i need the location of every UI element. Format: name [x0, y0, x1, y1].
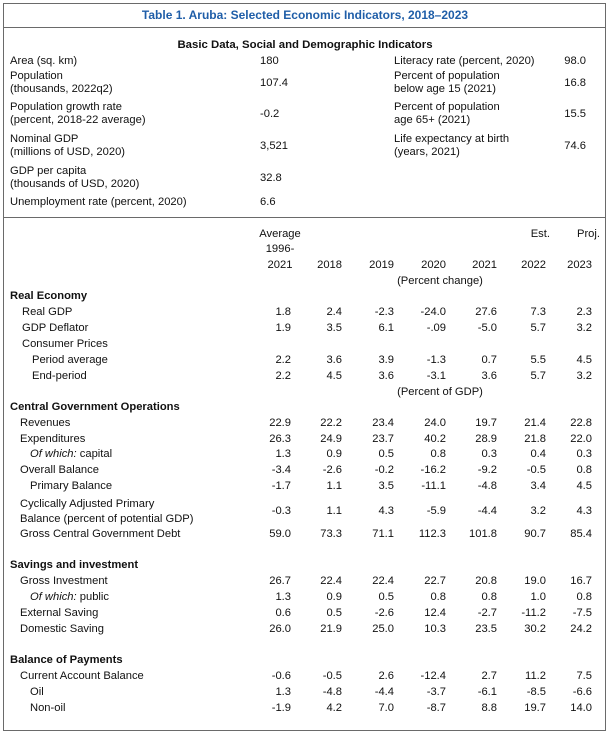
col-header-avg-2: 1996- — [265, 243, 295, 255]
cell-cgo-6-0: 59.0 — [269, 528, 291, 540]
cell-sav-1-6: 0.8 — [576, 591, 592, 603]
pop-growth-label: Population growth rate — [10, 101, 122, 113]
cell-sav-1-4: 0.8 — [481, 591, 497, 603]
cell-real-0-4: 27.6 — [475, 306, 497, 318]
cell-cgo-1-4: 28.9 — [475, 433, 497, 445]
row-label-cgo-4: Primary Balance — [30, 480, 113, 492]
cell-cgo-3-4: -9.2 — [477, 464, 497, 476]
cell-bop-2-3: -8.7 — [426, 702, 446, 714]
cell-cgo-0-2: 23.4 — [372, 417, 394, 429]
cell-sav-3-0: 26.0 — [269, 623, 291, 635]
cell-sav-0-1: 22.4 — [320, 575, 342, 587]
cell-cgo-0-5: 21.4 — [524, 417, 546, 429]
cell-cgo-3-6: 0.8 — [576, 464, 592, 476]
age-65-sublabel: age 65+ (2021) — [394, 114, 471, 126]
col-header-year-2021: 2021 — [472, 259, 497, 271]
cell-cgo-0-4: 19.7 — [475, 417, 497, 429]
cell-cgo-2-2: 0.5 — [378, 448, 394, 460]
cell-sav-3-1: 21.9 — [320, 623, 342, 635]
cell-sav-3-4: 23.5 — [475, 623, 497, 635]
cell-sav-1-2: 0.5 — [378, 591, 394, 603]
cell-sav-2-5: -11.2 — [521, 607, 546, 619]
cell-cgo-4-3: -11.1 — [421, 480, 446, 492]
area-label: Area (sq. km) — [10, 55, 78, 67]
row-label-sav-2: External Saving — [20, 607, 99, 619]
row-label-real-0: Real GDP — [22, 306, 73, 318]
cell-real-1-0: 1.9 — [275, 322, 291, 334]
cell-sav-1-3: 0.8 — [430, 591, 446, 603]
row-label-prefix: Of which: — [30, 591, 77, 603]
section-title-real: Real Economy — [10, 290, 88, 302]
col-header-est: Est. — [530, 228, 550, 240]
population-sublabel: (thousands, 2022q2) — [10, 83, 113, 95]
cell-bop-1-1: -4.8 — [322, 686, 342, 698]
cell-cgo-4-5: 3.4 — [530, 480, 546, 492]
section-title-sav: Savings and investment — [10, 559, 139, 571]
age-65-value: 15.5 — [564, 108, 586, 120]
pop-growth-value: -0.2 — [260, 108, 280, 120]
cell-bop-1-4: -6.1 — [477, 686, 497, 698]
row-label-cgo-6: Gross Central Government Debt — [20, 528, 181, 540]
cell-sav-3-5: 30.2 — [524, 623, 546, 635]
nominal-gdp-value: 3,521 — [260, 140, 288, 152]
cell-real-0-0: 1.8 — [275, 306, 291, 318]
cell-sav-3-2: 25.0 — [372, 623, 394, 635]
cell-real-1-4: -5.0 — [477, 322, 497, 334]
row-label-bop-1: Oil — [30, 686, 44, 698]
gdp-per-capita-sublabel: (thousands of USD, 2020) — [10, 178, 140, 190]
cell-cgo-3-1: -2.6 — [322, 464, 342, 476]
cell-bop-0-0: -0.6 — [271, 670, 291, 682]
life-expectancy-value: 74.6 — [564, 140, 586, 152]
cell-cgo-2-6: 0.3 — [576, 448, 592, 460]
cell-bop-2-1: 4.2 — [326, 702, 342, 714]
cell-real-0-6: 2.3 — [576, 306, 592, 318]
life-expectancy-sublabel: (years, 2021) — [394, 146, 460, 158]
unit-percent-of-gdp: (Percent of GDP) — [397, 386, 483, 398]
cell-cgo-5-2: 4.3 — [378, 505, 394, 517]
below-15-sublabel: below age 15 (2021) — [394, 83, 497, 95]
row-label-bop-0: Current Account Balance — [20, 670, 144, 682]
cell-bop-1-6: -6.6 — [572, 686, 592, 698]
table-title: Table 1. Aruba: Selected Economic Indicators, 2018–2023 — [141, 8, 469, 22]
cell-real-4-5: 5.7 — [530, 370, 546, 382]
col-header-avg-1: Average — [259, 228, 301, 240]
cell-bop-2-2: 7.0 — [378, 702, 394, 714]
cell-sav-1-1: 0.9 — [326, 591, 342, 603]
row-label-suffix: public — [76, 591, 109, 603]
cell-real-0-1: 2.4 — [326, 306, 342, 318]
cell-cgo-3-0: -3.4 — [271, 464, 291, 476]
cell-cgo-0-1: 22.2 — [320, 417, 342, 429]
row-label-real-2: Consumer Prices — [22, 338, 108, 350]
basic-data-heading: Basic Data, Social and Demographic Indicators — [177, 39, 433, 51]
cell-bop-2-4: 8.8 — [481, 702, 497, 714]
row-label-suffix: capital — [76, 448, 113, 460]
cell-real-0-3: -24.0 — [420, 306, 446, 318]
row-label-cgo-1: Expenditures — [20, 433, 86, 445]
cell-real-3-0: 2.2 — [275, 354, 291, 366]
cell-bop-0-1: -0.5 — [322, 670, 342, 682]
cell-sav-0-0: 26.7 — [269, 575, 291, 587]
cell-sav-0-4: 20.8 — [475, 575, 497, 587]
below-15-value: 16.8 — [564, 77, 586, 89]
nominal-gdp-sublabel: (millions of USD, 2020) — [10, 146, 126, 158]
cell-sav-2-0: 0.6 — [275, 607, 291, 619]
cell-real-4-6: 3.2 — [576, 370, 592, 382]
cell-cgo-5-5: 3.2 — [530, 505, 546, 517]
literacy-value: 98.0 — [564, 55, 586, 67]
row-label-cgo-0: Revenues — [20, 417, 71, 429]
title-divider — [3, 27, 606, 28]
cell-sav-1-5: 1.0 — [530, 591, 546, 603]
cell-sav-2-6: -7.5 — [572, 607, 592, 619]
cell-sav-3-3: 10.3 — [424, 623, 446, 635]
cell-real-3-4: 0.7 — [481, 354, 497, 366]
age-65-label: Percent of population — [394, 101, 500, 113]
cell-real-3-6: 4.5 — [576, 354, 592, 366]
cell-real-3-5: 5.5 — [530, 354, 546, 366]
cell-bop-1-5: -8.5 — [526, 686, 546, 698]
population-label: Population — [10, 70, 63, 82]
cell-sav-2-3: 12.4 — [424, 607, 446, 619]
cell-bop-2-6: 14.0 — [570, 702, 592, 714]
row-label-sav-0: Gross Investment — [20, 575, 108, 587]
cell-real-4-0: 2.2 — [275, 370, 291, 382]
cell-real-0-2: -2.3 — [374, 306, 394, 318]
cell-bop-1-2: -4.4 — [374, 686, 394, 698]
cell-bop-0-3: -12.4 — [420, 670, 446, 682]
cell-cgo-1-2: 23.7 — [372, 433, 394, 445]
col-header-year-2022: 2022 — [521, 259, 546, 271]
section-title-bop: Balance of Payments — [10, 654, 123, 666]
cell-cgo-5-1: 1.1 — [326, 505, 342, 517]
cell-cgo-6-6: 85.4 — [570, 528, 592, 540]
unit-percent-change: (Percent change) — [397, 275, 483, 287]
cell-cgo-5-0: -0.3 — [271, 505, 291, 517]
cell-cgo-1-5: 21.8 — [524, 433, 546, 445]
gdp-per-capita-value: 32.8 — [260, 172, 282, 184]
cell-sav-3-6: 24.2 — [570, 623, 592, 635]
cell-cgo-6-2: 71.1 — [372, 528, 394, 540]
col-header-year-2019: 2019 — [369, 259, 394, 271]
cell-cgo-4-2: 3.5 — [378, 480, 394, 492]
cell-real-4-3: -3.1 — [426, 370, 446, 382]
cell-cgo-1-0: 26.3 — [269, 433, 291, 445]
row-label-real-1: GDP Deflator — [22, 322, 89, 334]
cell-bop-0-2: 2.6 — [378, 670, 394, 682]
unemployment-label: Unemployment rate (percent, 2020) — [10, 196, 187, 208]
cell-cgo-3-5: -0.5 — [526, 464, 546, 476]
cell-sav-2-2: -2.6 — [374, 607, 394, 619]
cell-cgo-5-3: -5.9 — [426, 505, 446, 517]
literacy-label: Literacy rate (percent, 2020) — [394, 55, 535, 67]
cell-real-1-3: -.09 — [426, 322, 446, 334]
row-label-bop-2: Non-oil — [30, 702, 66, 714]
cell-cgo-6-3: 112.3 — [418, 528, 446, 540]
cell-sav-0-6: 16.7 — [570, 575, 592, 587]
section-title-cgo: Central Government Operations — [10, 401, 180, 413]
cell-cgo-0-0: 22.9 — [269, 417, 291, 429]
cell-real-3-3: -1.3 — [426, 354, 446, 366]
cell-bop-0-5: 11.2 — [525, 670, 546, 682]
row-label2-cgo-5: Balance (percent of potential GDP) — [20, 513, 194, 525]
cell-cgo-2-0: 1.3 — [275, 448, 291, 460]
cell-cgo-4-4: -4.8 — [477, 480, 497, 492]
cell-sav-0-2: 22.4 — [372, 575, 394, 587]
row-label-real-3: Period average — [32, 354, 108, 366]
row-label-prefix: Of which: — [30, 448, 77, 460]
cell-bop-1-0: 1.3 — [275, 686, 291, 698]
population-value: 107.4 — [260, 77, 288, 89]
cell-bop-2-0: -1.9 — [271, 702, 291, 714]
cell-cgo-3-3: -16.2 — [420, 464, 446, 476]
life-expectancy-label: Life expectancy at birth — [394, 133, 510, 145]
row-label-sav-1 — [30, 591, 109, 604]
row-label-cgo-5: Cyclically Adjusted Primary — [20, 498, 155, 510]
cell-cgo-2-3: 0.8 — [430, 448, 446, 460]
cell-real-1-1: 3.5 — [326, 322, 342, 334]
cell-cgo-3-2: -0.2 — [374, 464, 394, 476]
area-value: 180 — [260, 55, 279, 67]
cell-cgo-6-1: 73.3 — [320, 528, 342, 540]
col-header-year-2018: 2018 — [317, 259, 342, 271]
cell-cgo-2-5: 0.4 — [530, 448, 546, 460]
cell-cgo-1-1: 24.9 — [320, 433, 342, 445]
row-label-cgo-2 — [30, 448, 112, 461]
cell-real-1-5: 5.7 — [530, 322, 546, 334]
cell-real-4-4: 3.6 — [481, 370, 497, 382]
cell-cgo-0-6: 22.8 — [570, 417, 592, 429]
cell-real-4-2: 3.6 — [378, 370, 394, 382]
basic-data-divider — [3, 217, 606, 218]
cell-cgo-0-3: 24.0 — [424, 417, 446, 429]
col-header-avg-3: 2021 — [267, 259, 293, 271]
row-label-sav-3: Domestic Saving — [20, 623, 104, 635]
cell-cgo-4-0: -1.7 — [271, 480, 291, 492]
cell-cgo-5-4: -4.4 — [477, 505, 497, 517]
cell-cgo-1-6: 22.0 — [570, 433, 592, 445]
cell-cgo-4-1: 1.1 — [326, 480, 342, 492]
cell-cgo-2-4: 0.3 — [481, 448, 497, 460]
cell-real-0-5: 7.3 — [530, 306, 546, 318]
gdp-per-capita-label: GDP per capita — [10, 165, 87, 177]
cell-cgo-6-4: 101.8 — [469, 528, 497, 540]
cell-cgo-2-1: 0.9 — [326, 448, 342, 460]
cell-bop-2-5: 19.7 — [524, 702, 546, 714]
cell-sav-2-4: -2.7 — [477, 607, 497, 619]
row-label-cgo-3: Overall Balance — [20, 464, 99, 476]
cell-real-3-1: 3.6 — [326, 354, 342, 366]
cell-sav-2-1: 0.5 — [326, 607, 342, 619]
below-15-label: Percent of population — [394, 70, 500, 82]
cell-sav-1-0: 1.3 — [275, 591, 291, 603]
col-header-year-2023: 2023 — [567, 259, 592, 271]
cell-real-1-6: 3.2 — [576, 322, 592, 334]
cell-bop-1-3: -3.7 — [426, 686, 446, 698]
col-header-proj: Proj. — [576, 228, 600, 240]
nominal-gdp-label: Nominal GDP — [10, 133, 79, 145]
cell-cgo-4-6: 4.5 — [576, 480, 592, 492]
cell-real-3-2: 3.9 — [378, 354, 394, 366]
row-label-real-4: End-period — [32, 370, 87, 382]
cell-cgo-5-6: 4.3 — [576, 505, 592, 517]
cell-real-1-2: 6.1 — [378, 322, 394, 334]
cell-bop-0-4: 2.7 — [481, 670, 497, 682]
cell-sav-0-5: 19.0 — [524, 575, 546, 587]
pop-growth-sublabel: (percent, 2018-22 average) — [10, 114, 146, 126]
col-header-year-2020: 2020 — [421, 259, 446, 271]
unemployment-value: 6.6 — [260, 196, 276, 208]
cell-cgo-1-3: 40.2 — [424, 433, 446, 445]
cell-real-4-1: 4.5 — [326, 370, 342, 382]
cell-sav-0-3: 22.7 — [424, 575, 446, 587]
cell-bop-0-6: 7.5 — [576, 670, 592, 682]
cell-cgo-6-5: 90.7 — [524, 528, 546, 540]
